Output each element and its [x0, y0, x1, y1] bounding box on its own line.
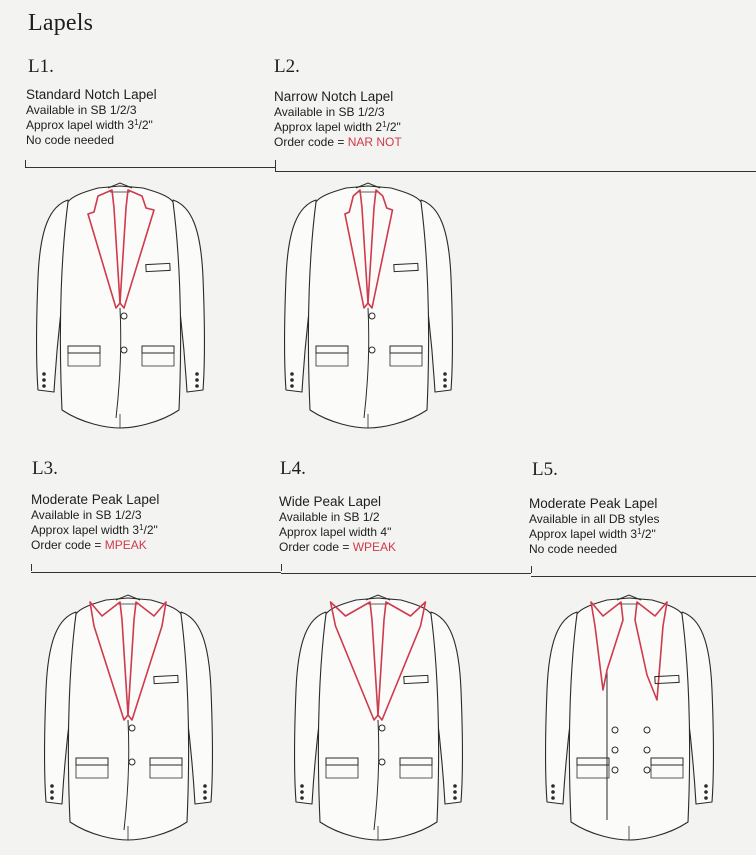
cuff-button	[203, 790, 207, 794]
jacket-illustration-l1	[28, 178, 213, 433]
cuff-button	[290, 372, 294, 376]
lapel-order-code: Order code = WPEAK	[279, 540, 397, 554]
divider-rule	[31, 572, 281, 573]
cuff-button	[551, 790, 555, 794]
divider-rule	[531, 576, 756, 577]
divider-tick	[281, 564, 282, 571]
cuff-button	[704, 796, 708, 800]
lapel-info-l5	[529, 496, 660, 557]
lapel-order-code: No code needed	[529, 542, 618, 556]
front-button	[369, 313, 375, 319]
cuff-button	[42, 384, 46, 388]
divider-rule	[281, 573, 531, 574]
jacket-illustration-l3	[36, 590, 221, 845]
divider-rule	[275, 171, 756, 172]
lapel-code-l1: L1.	[28, 56, 54, 77]
front-button	[644, 767, 650, 773]
jacket-illustration-l5	[537, 590, 722, 845]
cuff-button	[195, 378, 199, 382]
divider-rule	[25, 167, 275, 168]
cuff-button	[453, 784, 457, 788]
divider-tick	[25, 160, 26, 167]
front-button	[129, 759, 135, 765]
lapel-width: Approx lapel width 4"	[279, 525, 392, 539]
cuff-button	[42, 378, 46, 382]
lapel-order-code: Order code = MPEAK	[31, 538, 147, 552]
lapel-order-code: No code needed	[26, 133, 115, 147]
lapel-name: Narrow Notch Lapel	[274, 89, 394, 104]
cuff-button	[300, 796, 304, 800]
lapel-width: Approx lapel width $2^1/2$"	[274, 120, 401, 134]
divider-tick	[531, 566, 532, 573]
jacket-body	[318, 598, 438, 840]
cuff-button	[50, 784, 54, 788]
divider-tick	[31, 564, 32, 571]
divider-tick	[275, 160, 276, 171]
cuff-button	[42, 372, 46, 376]
cuff-button	[551, 796, 555, 800]
front-button	[121, 313, 127, 319]
lapel-name: Moderate Peak Lapel	[529, 496, 658, 511]
page-title: Lapels	[28, 10, 94, 36]
jacket-body	[68, 598, 188, 840]
lapel-info-l2	[274, 89, 402, 150]
cuff-button	[195, 384, 199, 388]
front-button	[379, 759, 385, 765]
cuff-button	[195, 372, 199, 376]
front-button	[644, 747, 650, 753]
lapel-availability: Available in SB 1/2/3	[26, 103, 137, 117]
jacket-illustration-l2	[276, 178, 461, 433]
cuff-button	[443, 372, 447, 376]
cuff-button	[551, 784, 555, 788]
front-button	[369, 347, 375, 353]
lapel-width: Approx lapel width $3^1/2$"	[26, 118, 153, 132]
lapel-name: Standard Notch Lapel	[26, 87, 157, 102]
cuff-button	[300, 790, 304, 794]
lapel-code-l2: L2.	[274, 56, 300, 77]
jacket-illustration-l4	[286, 590, 471, 845]
jacket-body	[569, 598, 689, 840]
cuff-button	[453, 796, 457, 800]
front-button	[612, 727, 618, 733]
lapel-availability: Available in SB 1/2/3	[274, 105, 385, 119]
lapel-name: Wide Peak Lapel	[279, 494, 382, 509]
front-button	[644, 727, 650, 733]
front-button	[612, 747, 618, 753]
lapel-code-l4: L4.	[280, 458, 306, 479]
cuff-button	[290, 378, 294, 382]
cuff-button	[704, 784, 708, 788]
front-button	[121, 347, 127, 353]
lapel-name: Moderate Peak Lapel	[31, 492, 160, 507]
lapel-availability: Available in SB 1/2/3	[31, 508, 142, 522]
lapel-order-code: Order code = NAR NOT	[274, 135, 402, 149]
cuff-button	[203, 796, 207, 800]
front-button	[379, 725, 385, 731]
lapel-code-l3: L3.	[32, 458, 58, 479]
lapel-code-l5: L5.	[532, 459, 558, 480]
lapel-availability: Available in SB 1/2	[279, 510, 380, 524]
cuff-button	[300, 784, 304, 788]
jacket-body	[308, 186, 428, 428]
front-button	[129, 725, 135, 731]
cuff-button	[453, 790, 457, 794]
lapel-width: Approx lapel width $3^1/2$"	[31, 523, 158, 537]
jacket-body	[60, 186, 180, 428]
cuff-button	[50, 796, 54, 800]
cuff-button	[443, 378, 447, 382]
cuff-button	[50, 790, 54, 794]
cuff-button	[704, 790, 708, 794]
lapel-width: Approx lapel width $3^1/2$"	[529, 527, 656, 541]
front-button	[612, 767, 618, 773]
cuff-button	[290, 384, 294, 388]
lapel-availability: Available in all DB styles	[529, 512, 660, 526]
cuff-button	[203, 784, 207, 788]
lapel-info-l3	[31, 492, 159, 553]
lapel-info-l1	[26, 87, 157, 148]
cuff-button	[443, 384, 447, 388]
lapel-info-l4	[279, 494, 396, 555]
